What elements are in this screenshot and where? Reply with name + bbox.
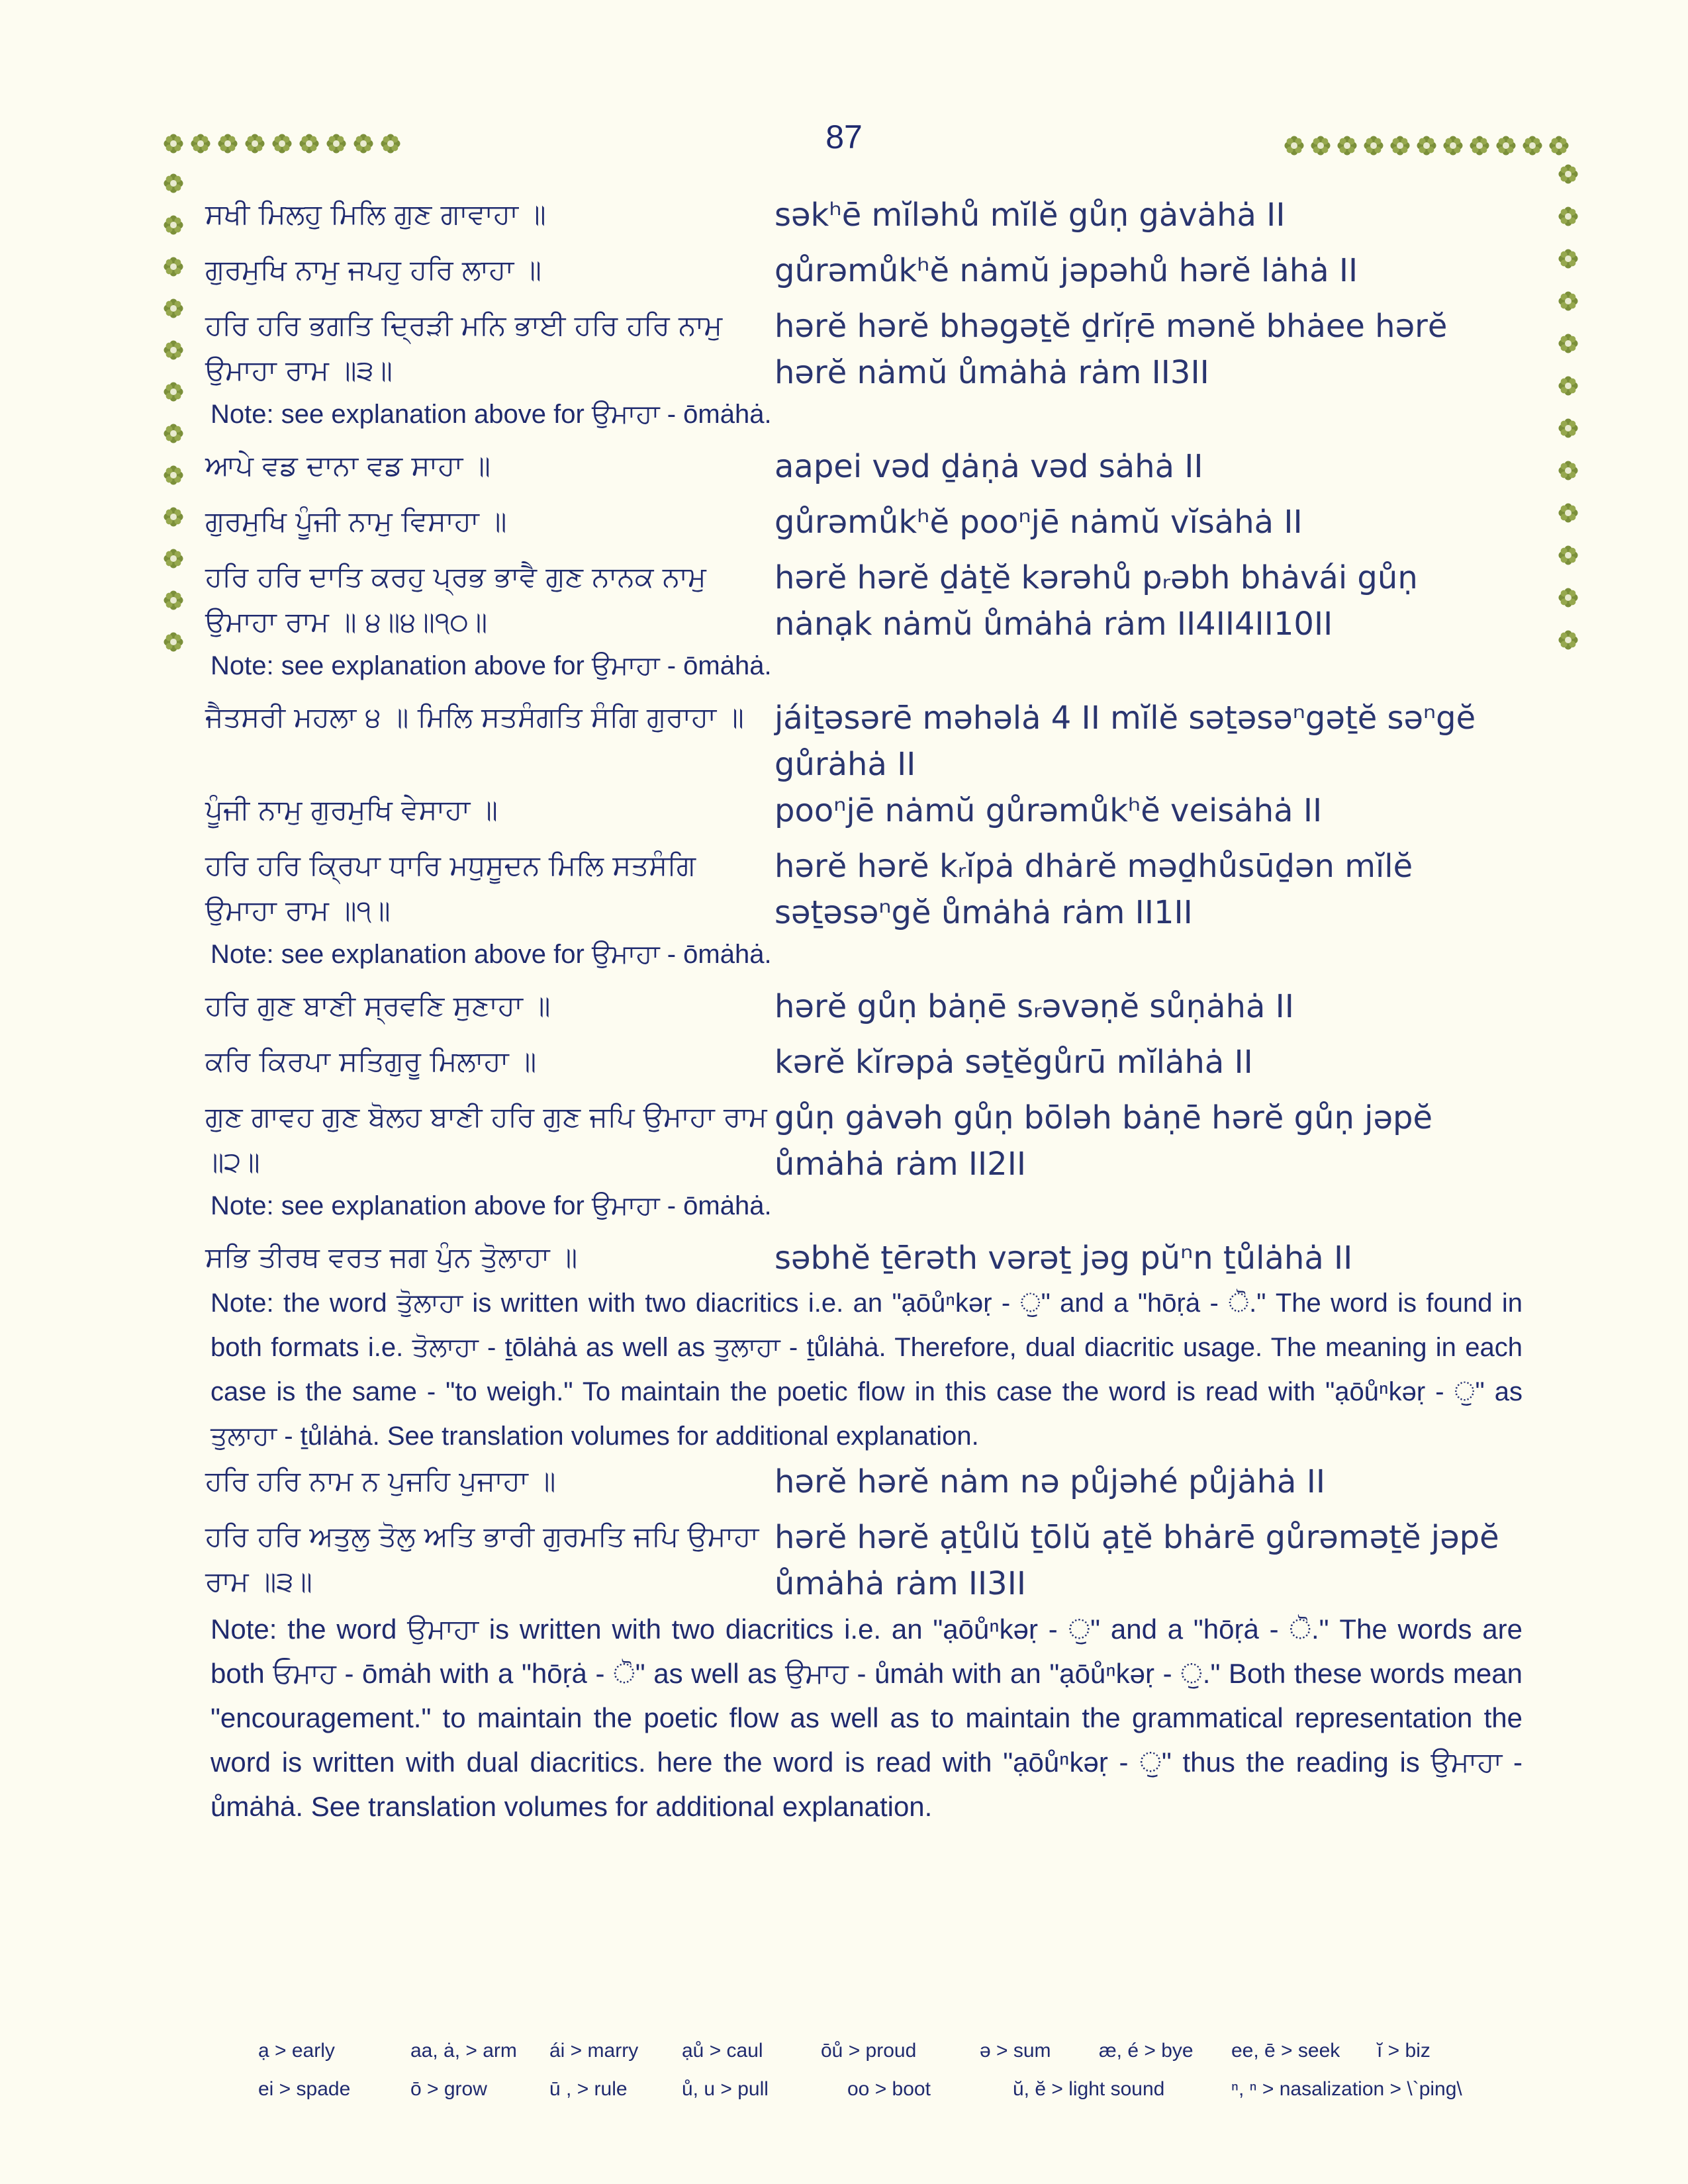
verse-row — [205, 1514, 1523, 1607]
verse-row — [205, 788, 1523, 834]
flower-ornament-icon — [1558, 545, 1578, 565]
legend-item: oo > boot — [847, 2078, 931, 2100]
note-tolaha: Note: the word ਤੁੋਲਾਹਾ is written with two diacritics i.e. an "ạōůⁿkəṛ - ੁ" and a "hōṛȧ - ੋ." The word is found in both formats i.e. ਤੋਲਾਹਾ - ṯōlȧhȧ as well as ਤੁਲਾਹਾ - ṯůlȧhȧ. Therefore, dual diacritic usage. The meaning in each case is the same - "to weigh." To maintain the poetic flow in this case the word is read with "ạōůⁿkəṛ - ੁ" as ਤੁਲਾਹਾ - ṯůlȧhȧ. See translation volumes for additional explanation. — [211, 1289, 1523, 1451]
flower-ornament-icon — [164, 382, 183, 402]
gurmukhi-line: ਗੁਰਮੁਖਿ ਪੂੰਜੀ ਨਾਮੁ ਵਿਸਾਹਾ ॥ — [205, 505, 507, 537]
flower-ornament-icon — [1558, 630, 1578, 650]
legend-item: ái > marry — [549, 2040, 639, 2062]
flower-ornament-icon — [1558, 334, 1578, 353]
gurmukhi-line: ਜੈਤਸਰੀ ਮਹਲਾ ੪ ॥ ਮਿਲਿ ਸਤਸੰਗਤਿ ਸੰਗਿ ਗੁਰਾਹਾ ॥ — [205, 701, 744, 733]
gurmukhi-line: ਹਰਿ ਹਰਿ ਭਗਤਿ ਦ੍ਰਿੜੀ ਮਨਿ ਭਾਈ ਹਰਿ ਹਰਿ ਨਾਮੁ ਉਮਾਹਾ ਰਾਮ ॥੩॥ — [205, 309, 723, 387]
gurmukhi-line: ਆਪੇ ਵਡ ਦਾਨਾ ਵਡ ਸਾਹਾ ॥ — [205, 449, 491, 482]
note-umaha: Note: the word ਉਮਾਹਾ is written with two diacritics i.e. an "ạōůⁿkəṛ - ੁ" and a "hōṛȧ - ੋ." The words are both ਓਮਾਹ - ōmȧh with a "hōṛȧ - ੋ" as well as ਉਮਾਹ - ůmȧh with an "ạōůⁿkəṛ - ੁ." Both these words mean "encouragement." to maintain the poetic flow as well as to maintain the grammatical representation the word is written with dual diacritics. here the word is read with "ạōůⁿkəṛ - ੁ" thus the reading is ਉਮਾਹਾ - ůmȧhȧ. See translation volumes for additional explanation. — [211, 1614, 1523, 1822]
legend-item: ə > sum — [980, 2040, 1051, 2062]
flower-ornament-icon — [164, 507, 183, 527]
flower-ornament-icon — [1558, 376, 1578, 396]
flower-ornament-icon — [1558, 503, 1578, 523]
flower-ornament-icon — [164, 298, 183, 318]
gurmukhi-line: ਗੁਰਮੁਖਿ ਨਾਮੁ ਜਪਹੁ ਹਰਿ ਲਾਹਾ ॥ — [205, 253, 541, 286]
flower-ornament-icon — [164, 215, 183, 235]
page-number: 87 — [825, 118, 863, 156]
gurmukhi-line: ਹਰਿ ਗੁਣ ਬਾਣੀ ਸ੍ਰਵਣਿ ਸੁਣਾਹਾ ॥ — [205, 989, 551, 1022]
note: Note: see explanation above for ਉਮਾਹਾ - ōmȧhȧ. — [211, 1191, 772, 1220]
transliteration-line: hərĕ hərĕ nȧm nə půjəhé půjȧhȧ II — [774, 1463, 1326, 1500]
transliteration-line: hərĕ hərĕ ạṯůlŭ ṯōlŭ ạṯĕ bhȧrē gůrəməṯĕ jəpĕ ůmȧhȧ rȧm II3II — [774, 1519, 1499, 1602]
gurmukhi-line: ਹਰਿ ਹਰਿ ਨਾਮ ਨ ਪੁਜਹਿ ਪੁਜਾਹਾ ॥ — [205, 1465, 556, 1497]
flower-ornament-icon — [164, 340, 183, 360]
transliteration-line: hərĕ hərĕ kᵣĭpȧ dhȧrĕ məḏhůsūḏən mĭlĕ səṯəsəⁿgĕ ůmȧhȧ rȧm II1II — [774, 848, 1413, 931]
gurmukhi-line: ਸਭਿ ਤੀਰਥ ਵਰਤ ਜਗ ਪੁੰਨ ਤੁੋਲਾਹਾ ॥ — [205, 1241, 578, 1273]
transliteration-line: jáiṯəsərē məhəlȧ 4 II mĭlĕ səṯəsəⁿgəṯĕ səⁿgĕ gůrȧhȧ II — [774, 700, 1476, 783]
verse-row — [205, 192, 1523, 238]
transliteration-line: kərĕ kĭrəpȧ səṯĕgůrū mĭlȧhȧ II — [774, 1044, 1253, 1081]
verse-row — [205, 248, 1523, 294]
flower-ornament-icon — [164, 549, 183, 569]
legend-item: æ, é > bye — [1099, 2040, 1194, 2062]
note: Note: see explanation above for ਉਮਾਹਾ - ōmȧhȧ. — [211, 651, 772, 680]
pronunciation-legend — [258, 2032, 1516, 2109]
legend-row — [258, 2032, 1516, 2070]
legend-item: ū , > rule — [549, 2078, 628, 2100]
flower-ornament-icon — [164, 257, 183, 277]
verse-row — [205, 1459, 1523, 1505]
flower-ornament-icon — [1558, 164, 1578, 184]
legend-item: ee, ē > seek — [1231, 2040, 1340, 2062]
flower-ornament-icon — [1558, 418, 1578, 438]
gurmukhi-line: ਹਰਿ ਹਰਿ ਅਤੁਲੁ ਤੋਲੁ ਅਤਿ ਭਾਰੀ ਗੁਰਮਤਿ ਜਪਿ ਉਮਾਹਾ ਰਾਮ ॥੩॥ — [205, 1520, 759, 1598]
legend-item: ⁿ, ⁿ > nasalization > \`ping\ — [1231, 2078, 1462, 2100]
transliteration-line: gůrəmůkʰĕ nȧmŭ jəpəhů hərĕ lȧhȧ II — [774, 252, 1358, 289]
legend-item: ů, u > pull — [682, 2078, 769, 2100]
content — [205, 192, 1523, 1829]
gurmukhi-line: ਗੁਣ ਗਾਵਹ ਗੁਣ ਬੋਲਹ ਬਾਣੀ ਹਰਿ ਗੁਣ ਜਪਿ ਉਮਾਹਾ ਰਾਮ ॥੨॥ — [205, 1101, 767, 1178]
transliteration-line: səkʰē mĭləhů mĭlĕ gůṇ gȧvȧhȧ II — [774, 197, 1286, 234]
verse-row — [205, 983, 1523, 1030]
flower-ornament-icon — [164, 465, 183, 485]
verse-row — [205, 303, 1523, 396]
gurmukhi-line: ਸਖੀ ਮਿਲਹੁ ਮਿਲਿ ਗੁਣ ਗਾਵਾਹਾ ॥ — [205, 198, 546, 230]
legend-item: ĭ > biz — [1377, 2040, 1430, 2062]
legend-item: ō > grow — [410, 2078, 487, 2100]
gurmukhi-line: ਹਰਿ ਹਰਿ ਦਾਤਿ ਕਰਹੁ ਪ੍ਰਭ ਭਾਵੈ ਗੁਣ ਨਾਨਕ ਨਾਮੁ ਉਮਾਹਾ ਰਾਮ ॥ ੪॥੪॥੧੦॥ — [205, 561, 706, 638]
flower-ornament-icon — [164, 173, 183, 193]
note: Note: see explanation above for ਉਮਾਹਾ - ōmȧhȧ. — [211, 400, 772, 429]
transliteration-line: gůrəmůkʰĕ pooⁿjē nȧmŭ vĭsȧhȧ II — [774, 504, 1303, 541]
gurmukhi-line: ਕਰਿ ਕਿਰਪਾ ਸਤਿਗੁਰੂ ਮਿਲਾਹਾ ॥ — [205, 1045, 537, 1077]
gurmukhi-line: ਹਰਿ ਹਰਿ ਕ੍ਰਿਪਾ ਧਾਰਿ ਮਧੁਸੂਦਨ ਮਿਲਿ ਸਤਸੰਗਿ ਉਮਾਹਾ ਰਾਮ ॥੧॥ — [205, 849, 696, 927]
flower-ornament-icon — [1558, 206, 1578, 226]
transliteration-line: aapei vəd ḏȧṇȧ vəd sȧhȧ II — [774, 448, 1203, 485]
flower-ornament-icon — [164, 632, 183, 652]
legend-row — [258, 2070, 1516, 2109]
gurmukhi-line: ਪੂੰਜੀ ਨਾਮੁ ਗੁਰਮੁਖਿ ਵੇਸਾਹਾ ॥ — [205, 794, 498, 826]
flower-ornament-icon — [1558, 249, 1578, 269]
legend-item: ei > spade — [258, 2078, 351, 2100]
legend-item: ŭ, ĕ > light sound — [1013, 2078, 1165, 2100]
note: Note: see explanation above for ਉਮਾਹਾ - ōmȧhȧ. — [211, 940, 772, 969]
legend-item: aa, ȧ, > arm — [410, 2040, 517, 2062]
verse-row — [205, 695, 1523, 788]
flower-ornament-icon — [164, 590, 183, 610]
verse-row — [205, 843, 1523, 936]
verse-row — [205, 1235, 1523, 1281]
transliteration-line: pooⁿjē nȧmŭ gůrəmůkʰĕ veisȧhȧ II — [774, 792, 1323, 829]
flower-ornament-icon — [1558, 291, 1578, 311]
legend-item: ōů > proud — [821, 2040, 917, 2062]
legend-item: ạů > caul — [682, 2040, 763, 2062]
verse-row — [205, 443, 1523, 490]
transliteration-line: hərĕ gůṇ bȧṇē sᵣəvəṇĕ sůṇȧhȧ II — [774, 988, 1294, 1025]
verse-row — [205, 1039, 1523, 1085]
transliteration-line: gůṇ gȧvəh gůṇ bōləh bȧṇē hərĕ gůṇ jəpĕ ůmȧhȧ rȧm II2II — [774, 1099, 1433, 1183]
legend-item: ạ > early — [258, 2040, 335, 2062]
flower-ornament-icon — [1558, 461, 1578, 480]
flower-ornament-icon — [1558, 588, 1578, 608]
transliteration-line: hərĕ hərĕ bhəgəṯĕ ḏrĭṛē mənĕ bhȧee hərĕ hərĕ nȧmŭ ůmȧhȧ rȧm II3II — [774, 308, 1448, 391]
verse-row — [205, 1095, 1523, 1187]
verse-row — [205, 499, 1523, 545]
transliteration-line: səbhĕ ṯērəth vərəṯ jəg pŭⁿn ṯůlȧhȧ II — [774, 1240, 1353, 1277]
flower-ornament-icon — [164, 424, 183, 443]
transliteration-line: hərĕ hərĕ ḏȧṯĕ kərəhů pᵣəbh bhȧvái gůṇ nȧnạk nȧmŭ ůmȧhȧ rȧm II4II4II10II — [774, 559, 1418, 643]
verse-row — [205, 555, 1523, 647]
